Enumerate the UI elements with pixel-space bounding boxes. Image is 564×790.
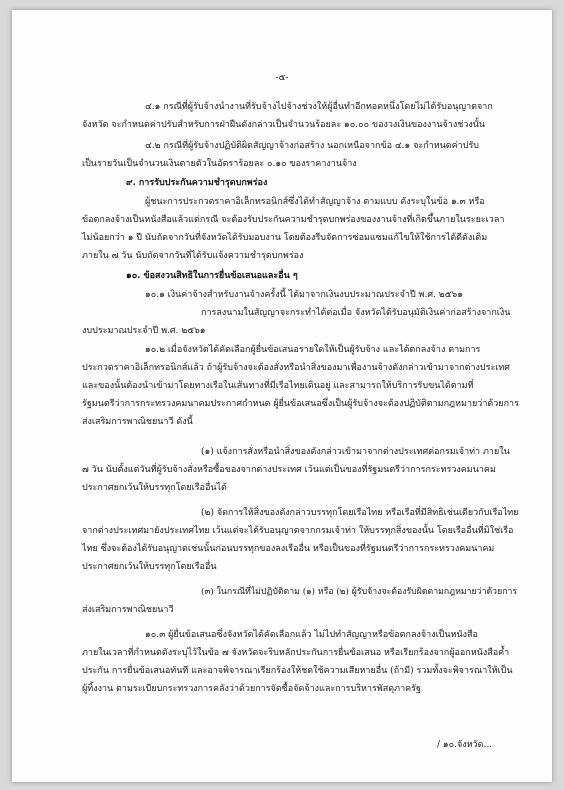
clause-4-1-line-1: ๔.๑ กรณีที่ผู้รับจ้างนำงานที่รับจ้างไปจ้างช่วงให้ผู้อื่นทำอีกทอดหนึ่งโดยไม่ได้รับอนุญาตจาก xyxy=(145,102,493,112)
clause-10-3-line-2: ภายในเวลาที่กำหนดดังระบุไว้ในข้อ ๗ จังหวัดจะริบหลักประกันการยื่นข้อเสนอ หรือเรียกร้องจากผู้ออกหนังสือค้ำ xyxy=(82,648,510,658)
item-2-line-4: ประกาศยกเว้นให้บรรทุกโดยเรืออื่น xyxy=(82,562,217,572)
item-3-line-1: (๓) ในกรณีที่ไม่ปฏิบัติตาม (๑) หรือ (๒) ผู้รับจ้างจะต้องรับผิดตามกฎหมายว่าด้วยการ xyxy=(201,587,518,597)
item-1-line-2: ๗ วัน นับตั้งแต่วันที่ผู้รับจ้างสั่งหรือซื้อของจากต่างประเทศ เว้นแต่เป็นของที่รัฐมนตรีว่าการกระทรวงคมนาคม xyxy=(82,465,496,475)
clause-4-2-line-1: ๔.๒ กรณีที่ผู้รับจ้างปฏิบัติผิดสัญญาจ้างก่อสร้าง นอกเหนือจากข้อ ๔.๑ จะกำหนดค่าปรับ xyxy=(145,141,479,151)
clause-10-3-line-1: ๑๐.๓ ผู้ยื่นข้อเสนอซึ่งจังหวัดได้คัดเลือกแล้ว ไม่ไปทำสัญญาหรือข้อตกลงจ้างเป็นหนังสือ xyxy=(145,630,478,640)
document-body xyxy=(12,10,552,782)
item-2-line-2: จากต่างประเทศมายังประเทศไทย เว้นแต่จะได้รับอนุญาตจากกรมเจ้าท่า ให้บรรทุกสิ่งของนั้น โดยเรืออื่นที่มิใช่เรือ xyxy=(82,526,514,536)
section-9-line-2: ข้อตกลงจ้างเป็นหนังสือแล้วแต่กรณี จะต้องรับประกันความชำรุดบกพร่องของงานจ้างที่เกิดขึ้นภายในระยะเวลา xyxy=(82,215,505,225)
clause-10-2-line-4: รัฐมนตรีว่าการกระทรวงคมนาคมประกาศกำหนด ผู้ยื่นข้อเสนอซึ่งเป็นผู้รับจ้างจะต้องปฏิบัติตามกฎหมายว่าด้วยการ xyxy=(82,399,519,409)
document-page xyxy=(12,10,552,782)
section-9-line-1: ผู้ชนะการประกวดราคาอิเล็กทรอนิกส์ซึ่งได้ทำสัญญาจ้าง ตามแบบ ดังระบุในข้อ ๑.๓ หรือ xyxy=(145,197,485,207)
item-2-line-3: ไทย ซึ่งจะต้องได้รับอนุญาตเช่นนั้นก่อนบรรทุกของลงเรืออื่น หรือเป็นของที่รัฐมนตรีว่าการกระทรวงคมนาคม xyxy=(82,544,495,554)
continuation-marker: / ๑๐.จังหวัด... xyxy=(437,740,493,750)
page-number: -๕- xyxy=(275,73,289,83)
item-1-line-3: ประกาศยกเว้นให้บรรทุกโดยเรืออื่นได้ xyxy=(82,483,227,493)
item-2-line-1: (๒) จัดการให้สิ่งของดังกล่าวบรรทุกโดยเรือไทย หรือเรือที่มีสิทธิเช่นเดียวกับเรือไทย xyxy=(201,508,519,518)
section-9-heading: ๙. การรับประกันความชำรุดบกพร่อง xyxy=(126,178,268,188)
section-10-heading: ๑๐. ข้อสงวนสิทธิในการยื่นข้อเสนอและอื่น ๆ xyxy=(126,271,298,281)
clause-10-2-line-3: และของนั้นต้องนำเข้ามาโดยทางเรือในเส้นทางที่มีเรือไทยเดินอยู่ และสามารถให้บริการรับขนได้ตามที่ xyxy=(82,381,474,391)
section-9-line-4: ภายใน ๗ วัน นับถัดจากวันที่ได้รับแจ้งความชำรุดบกพร่อง xyxy=(82,251,304,261)
clause-4-1-line-2: จังหวัด จะกำหนดค่าปรับสำหรับการฝ่าฝืนดังกล่าวเป็นจำนวนร้อยละ ๑๐.๐๐ ของวงเงินของงานจ้างช่วงนั้น xyxy=(82,120,486,130)
clause-10-3-line-3: ประกัน การยื่นข้อเสนอทันที และอาจพิจารณาเรียกร้องให้ชดใช้ความเสียหายอื่น (ถ้ามี) รวมทั้งจะพิจารณาให้เป็น xyxy=(82,666,513,676)
item-3-line-2: ส่งเสริมการพาณิชยนาวี xyxy=(82,605,174,615)
clause-10-2-line-1: ๑๐.๒ เมื่อจังหวัดได้คัดเลือกผู้ยื่นข้อเสนอรายใดให้เป็นผู้รับจ้าง และได้ตกลงจ้าง ตามการ xyxy=(145,345,481,355)
clause-10-1-line-2: การลงนามในสัญญาจะกระทำได้ต่อเมื่อ จังหวัดได้รับอนุมัติเงินค่าก่อสร้างจากเงิน xyxy=(201,308,511,318)
clause-10-1-line-1: ๑๐.๑ เงินค่าจ้างสำหรับงานจ้างครั้งนี้ ได้มาจากเงินงบประมาณประจำปี พ.ศ. ๒๕๖๑ xyxy=(145,290,463,300)
clause-10-2-line-2: ประกวดราคาอิเล็กทรอนิกส์แล้ว ถ้าผู้รับจ้างจะต้องสั่งหรือนำสิ่งของมาเพื่องานจ้างดังกล่าวเข้ามาจากต่างประเทศ xyxy=(82,363,511,373)
clause-10-2-line-5: ส่งเสริมการพาณิชยนาวี ดังนี้ xyxy=(82,417,193,427)
item-1-line-1: (๑) แจ้งการสั่งหรือนำสิ่งของดังกล่าวเข้ามาจากต่างประเทศต่อกรมเจ้าท่า ภายใน xyxy=(201,447,510,457)
clause-4-2-line-2: เป็นรายวันเป็นจำนวนเงินตายตัวในอัตราร้อยละ ๐.๑๐ ของราคางานจ้าง xyxy=(82,159,357,169)
section-9-line-3: ไม่น้อยกว่า ๑ ปี นับถัดจากวันที่จังหวัดได้รับมอบงาน โดยต้องรีบจัดการซ่อมแซมแก้ไขให้ใช้การได้ดีดังเดิม xyxy=(82,233,488,243)
clause-10-3-line-4: ผู้ทิ้งงาน ตามระเบียบกระทรวงการคลังว่าด้วยการจัดซื้อจัดจ้างและการบริหารพัสดุภาครัฐ xyxy=(82,684,421,694)
clause-10-1-line-3: งบประมาณประจำปี พ.ศ. ๒๕๖๑ xyxy=(82,326,206,336)
